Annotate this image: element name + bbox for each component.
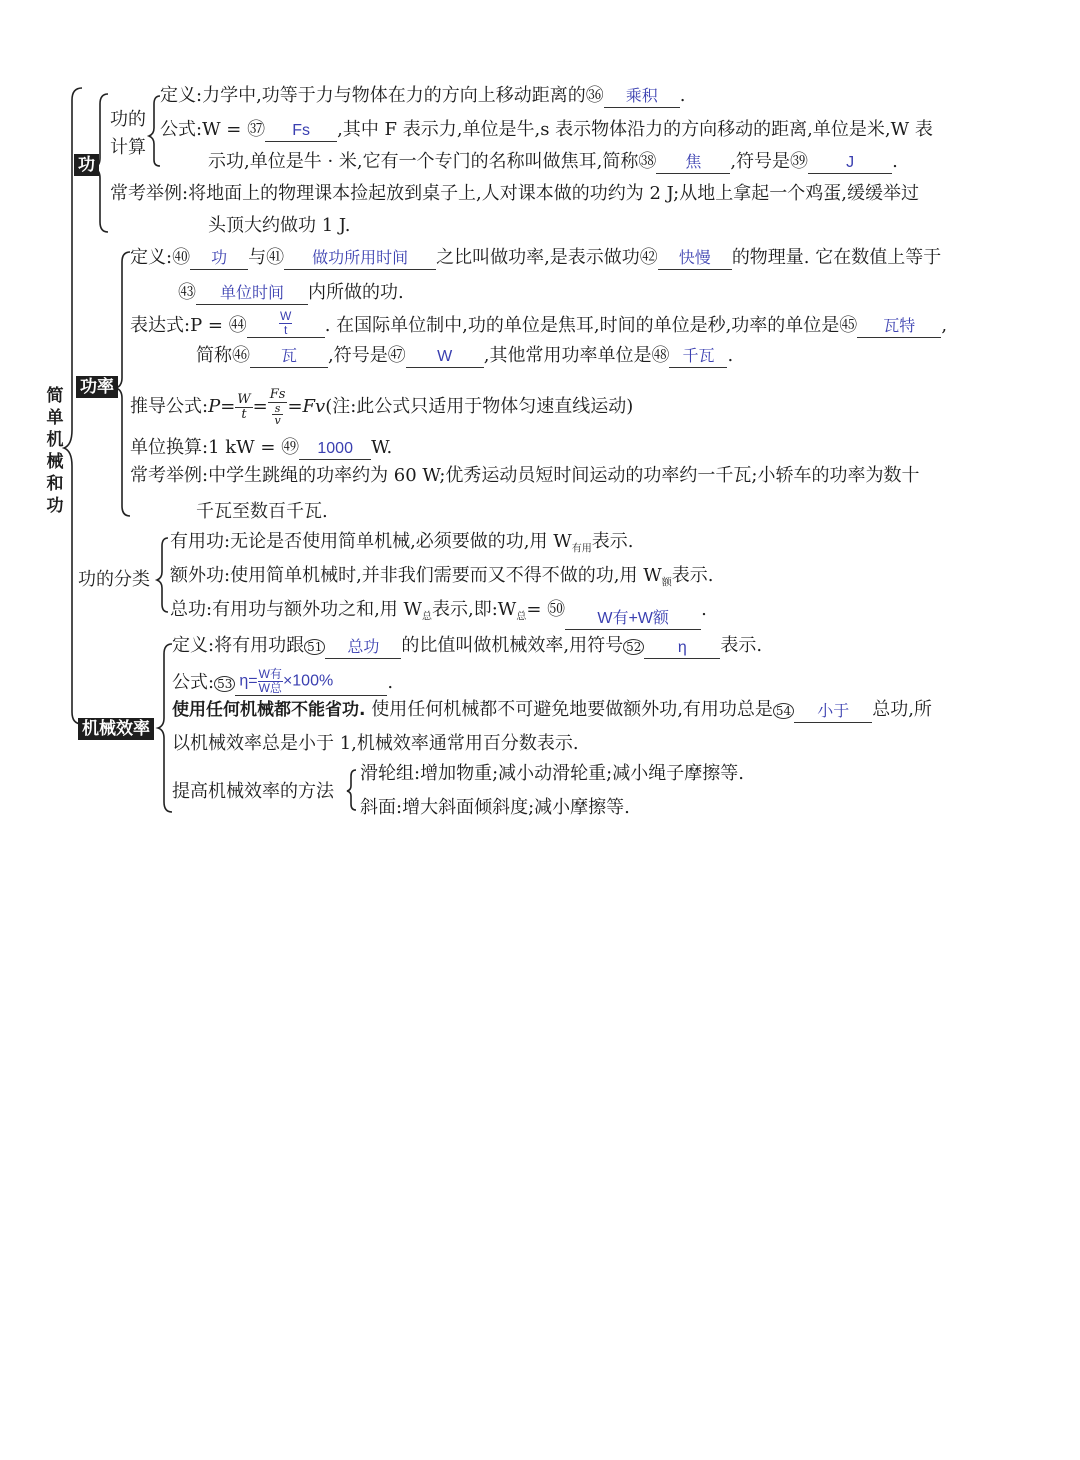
derive-p: P= <box>208 396 236 417</box>
efficiency-formula <box>172 668 393 696</box>
eta-den: W总 <box>258 681 282 695</box>
blank-44-den: t <box>284 323 288 337</box>
blank-41: 做功所用时间 <box>284 249 436 270</box>
power-definition <box>130 246 941 270</box>
eff-formula-label: 公式: <box>172 672 215 693</box>
derive-fs: Fs <box>269 387 286 402</box>
efficiency-note-line1 <box>172 698 932 723</box>
derive-v: v <box>274 414 281 427</box>
unit-suffix: W. <box>371 437 393 458</box>
eff-def-mid: 的比值叫做机械效率,用符号 <box>401 635 624 656</box>
blank-52: η <box>644 638 720 659</box>
extra-suffix: 表示. <box>671 565 714 586</box>
efficiency-tag: 机械效率 <box>78 718 154 740</box>
blank-50: W有+W额 <box>565 609 701 630</box>
blank-45: 瓦特 <box>857 317 941 338</box>
total-sub: 总 <box>422 611 433 623</box>
blank-40: 功 <box>190 249 248 270</box>
efficiency-definition <box>172 634 762 659</box>
total-mid: 表示,即:W <box>432 599 517 620</box>
useful-work <box>170 530 633 562</box>
blank-39: J <box>808 153 892 174</box>
power-unit-conversion <box>130 436 392 460</box>
work-formula-line2 <box>208 150 898 174</box>
eff-note-mid: 使用任何机械都不可避免地要做额外功,有用功总是 <box>365 699 773 720</box>
power-example-line2: 千瓦至数百千瓦. <box>196 501 328 522</box>
blank-36: 乘积 <box>604 87 680 108</box>
improve-slope: 斜面:增大斜面倾斜度;减小摩擦等. <box>360 797 630 818</box>
work-formula-l2-text: 示功,单位是牛 · 米,它有一个专门的名称叫做焦耳,简称㊳ <box>208 151 657 172</box>
eff-note-bold: 使用任何机械都不能省功. <box>172 700 366 720</box>
unit-text: 单位换算:1 kW = ㊾ <box>130 437 300 458</box>
eff-formula-suffix: . <box>387 672 394 693</box>
blank-38: 焦 <box>656 153 730 174</box>
work-formula-l2-mid: ,符号是㊴ <box>730 151 809 172</box>
useful-text: 有用功:无论是否使用简单机械,必须要做的功,用 W <box>170 531 572 552</box>
work-definition <box>160 84 686 108</box>
improve-label: 提高机械效率的方法 <box>172 781 334 802</box>
power-def-mid1: 与㊶ <box>248 247 285 268</box>
blank-44 <box>247 310 325 338</box>
power-def-text: 定义:㊵ <box>130 247 191 268</box>
blank-47: W <box>406 347 484 368</box>
total-work <box>170 598 707 630</box>
work-example-line1: 常考举例:将地面上的物理课本捡起放到桌子上,人对课本做的功约为 2 J;从地上拿起一个鸡蛋,缓缓举过 <box>110 183 919 204</box>
eta-num: W有 <box>258 667 282 681</box>
power-expr-suffix: , <box>941 315 948 336</box>
eta-pct: ×100% <box>282 672 334 690</box>
eff-def-text: 定义:将有用功跟 <box>172 635 305 656</box>
blank-49: 1000 <box>299 439 371 460</box>
blank-37: Fs <box>265 121 337 142</box>
work-tag: 功 <box>74 154 99 176</box>
circle-54: 54 <box>773 703 794 719</box>
power-def-mid2: 之比叫做功率,是表示做功㊷ <box>436 247 658 268</box>
power-abbr-mid2: ,其他常用功率单位是㊽ <box>483 345 670 366</box>
main-title: 简单机械和功 <box>46 386 64 516</box>
power-definition-line2 <box>178 281 404 305</box>
power-abbr-mid: ,符号是㊼ <box>328 345 406 366</box>
useful-sub: 有用 <box>571 543 592 555</box>
work-def-suffix: . <box>679 85 686 106</box>
blank-44-num: W <box>280 309 292 323</box>
derive-label: 推导公式: <box>130 396 209 417</box>
extra-sub: 额 <box>661 577 672 589</box>
circle-52: 52 <box>623 639 644 655</box>
work-formula-mid: ,其中 F 表示力,单位是牛,s 表示物体沿力的方向移动的距离,单位是米,W 表 <box>337 119 933 140</box>
total-text: 总功:有用功与额外功之和,用 W <box>170 599 423 620</box>
work-calc-label: 功的计算 <box>110 109 146 158</box>
blank-51: 总功 <box>325 638 401 659</box>
power-abbr-suffix: . <box>727 345 734 366</box>
power-expr-mid: . 在国际单位制中,功的单位是焦耳,时间的单位是秒,功率的单位是㊺ <box>324 315 858 336</box>
power-def-suffix: 的物理量. 它在数值上等于 <box>731 247 942 268</box>
power-tag: 功率 <box>76 376 118 398</box>
power-def-l2-prefix: ㊸ <box>178 282 196 303</box>
work-def-text: 定义:力学中,功等于力与物体在力的方向上移动距离的㊱ <box>160 85 604 106</box>
power-example-line1: 常考举例:中学生跳绳的功率约为 60 W;优秀运动员短时间运动的功率约一千瓦;小轿车的功率为数十 <box>130 465 920 486</box>
total-suffix: . <box>701 599 707 620</box>
derive-note: (注:此公式只适用于物体匀速直线运动) <box>325 396 634 417</box>
blank-54: 小于 <box>794 702 872 723</box>
power-expr-text: 表达式:P = ㊹ <box>130 315 247 336</box>
circle-51: 51 <box>304 639 325 655</box>
classify-label: 功的分类 <box>78 569 150 590</box>
power-def-l2-suffix: 内所做的功. <box>308 282 404 303</box>
total-eq: = ㊿ <box>526 599 566 620</box>
power-expression <box>130 310 947 338</box>
extra-text: 额外功:使用简单机械时,并非我们需要而又不得不做的功,用 W <box>170 565 662 586</box>
derive-s: s <box>272 403 282 415</box>
total-sub2: 总 <box>516 611 527 623</box>
blank-42: 快慢 <box>658 249 732 270</box>
derive-t: t <box>241 406 247 422</box>
work-formula-l2-suffix: . <box>892 151 898 172</box>
work-formula-text: 公式:W = ㊲ <box>160 119 266 140</box>
power-abbr-text: 简称㊻ <box>196 345 250 366</box>
efficiency-note-line2: 以机械效率总是小于 1,机械效率通常用百分数表示. <box>172 733 579 754</box>
power-derived-formula <box>130 388 633 426</box>
circle-53: 53 <box>214 676 235 692</box>
work-formula-line1 <box>160 118 933 142</box>
work-example-line2: 头顶大约做功 1 J. <box>208 215 351 236</box>
useful-suffix: 表示. <box>591 531 634 552</box>
improve-pulley: 滑轮组:增加物重;减小动滑轮重;减小绳子摩擦等. <box>360 763 744 784</box>
blank-48: 千瓦 <box>669 347 727 368</box>
derive-eq: = <box>252 396 268 417</box>
eff-def-suffix: 表示. <box>720 635 763 656</box>
blank-43: 单位时间 <box>196 284 308 305</box>
derive-fv: =Fv <box>287 396 326 417</box>
eta-symbol: η= <box>239 672 258 690</box>
blank-53 <box>235 668 387 696</box>
extra-work <box>170 564 713 596</box>
derive-w: W <box>237 391 251 407</box>
eff-note-suffix: 总功,所 <box>872 699 932 720</box>
blank-46: 瓦 <box>250 347 328 368</box>
power-abbreviation <box>196 344 733 368</box>
